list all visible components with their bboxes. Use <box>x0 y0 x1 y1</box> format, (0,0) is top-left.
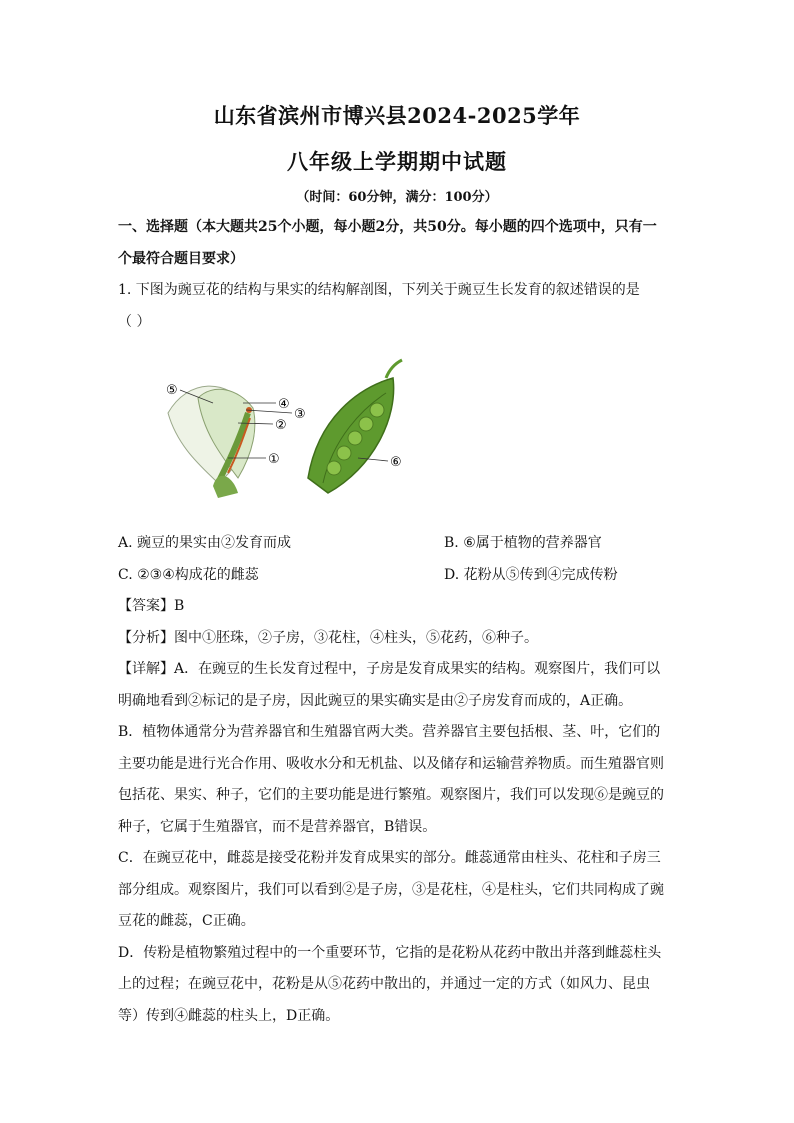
detail-line <box>118 654 678 686</box>
label-4: ④ <box>278 397 290 412</box>
option-b: B. ⑥属于植物的营养器官 <box>444 535 602 551</box>
analysis-line <box>118 623 678 655</box>
question-stem-line1: 1. 下图为豌豆花的结构与果实的结构解剖图，下列关于豌豆生长发育的叙述错误的是 <box>118 282 640 298</box>
pea-seed <box>327 461 341 475</box>
answer-line <box>118 591 678 623</box>
exam-body <box>118 212 678 1032</box>
detail-text-line: 等）传到④雌蕊的柱头上，D正确。 <box>118 1007 340 1024</box>
section-heading-line2: 个最符合题目要求） <box>118 250 244 267</box>
pod-stem <box>386 360 402 378</box>
label-1: ① <box>268 452 280 467</box>
option-d: D. 花粉从⑤传到④完成传粉 <box>444 566 618 583</box>
pea-seed <box>370 403 384 417</box>
question-stem-line2: （ ） <box>118 313 151 330</box>
detail-text-line: 上的过程；在豌豆花中，花粉是从⑤花药中散出的，并通过一定的方式（如风力、昆虫 <box>118 976 650 992</box>
calyx-shape <box>213 476 238 498</box>
options-row-2 <box>118 560 678 592</box>
label-2: ② <box>275 418 287 433</box>
detail-text-line: 包括花、果实、种子，它们的主要功能是进行繁殖。观察图片，我们可以发现⑥是豌豆的 <box>118 787 664 803</box>
option-c: C. ②③④构成花的雌蕊 <box>118 566 259 583</box>
exam-time-score: （时间：60分钟，满分：100分） <box>296 190 498 205</box>
detail-text-line: 豆花的雌蕊，C正确。 <box>118 913 255 929</box>
detail-label: 【详解】 <box>118 661 174 677</box>
detail-text-line: 部分组成。观察图片，我们可以看到②是子房，③是花柱，④是柱头，它们共同构成了豌 <box>118 881 664 898</box>
analysis-text: 图中①胚珠，②子房，③花柱，④柱头，⑤花药，⑥种子。 <box>174 629 538 646</box>
pea-seed <box>348 431 362 445</box>
detail-text-line: 主要功能是进行光合作用、吸收水分和无机盐、以及储存和运输营养物质。而生殖器官则 <box>118 755 664 772</box>
page-title-line1: 山东省滨州市博兴县2024-2025学年 <box>213 103 581 128</box>
answer-label: 【答案】 <box>118 598 174 614</box>
label-5: ⑤ <box>166 383 178 398</box>
detail-text: A．在豌豆的生长发育过程中，子房是发育成果实的结构。观察图片，我们可以 <box>174 661 661 677</box>
page-title-line2: 八年级上学期期中试题 <box>287 149 507 174</box>
option-a: A. 豌豆的果实由②发育而成 <box>118 535 292 551</box>
detail-text-line: D．传粉是植物繁殖过程中的一个重要环节，它指的是花粉从花药中散出并落到雌蕊柱头 <box>118 944 662 961</box>
detail-text-line: C．在豌豆花中，雌蕊是接受花粉并发育成果实的部分。雌蕊通常由柱头、花柱和子房三 <box>118 850 661 866</box>
detail-text-line: B．植物体通常分为营养器官和生殖器官两大类。营养器官主要包括根、茎、叶，它们的 <box>118 724 661 740</box>
detail-text-line: 明确地看到②标记的是子房，因此豌豆的果实确实是由②子房发育而成的，A正确。 <box>118 692 633 709</box>
analysis-label: 【分析】 <box>118 629 174 646</box>
pea-flower-and-fruit-figure <box>118 338 678 528</box>
options-row-1 <box>118 528 678 560</box>
pea-diagram <box>158 358 418 508</box>
answer-value: B <box>174 598 185 614</box>
pea-seed <box>337 446 351 460</box>
label-6: ⑥ <box>390 455 402 470</box>
detail-text-line: 种子，它属于生殖器官，而不是营养器官，B错误。 <box>118 818 437 835</box>
label-3: ③ <box>294 407 306 422</box>
section-heading-line1: 一、选择题（本大题共25个小题，每小题2分，共50分。每小题的四个选项中，只有一 <box>118 219 657 235</box>
pea-seed <box>359 417 373 431</box>
